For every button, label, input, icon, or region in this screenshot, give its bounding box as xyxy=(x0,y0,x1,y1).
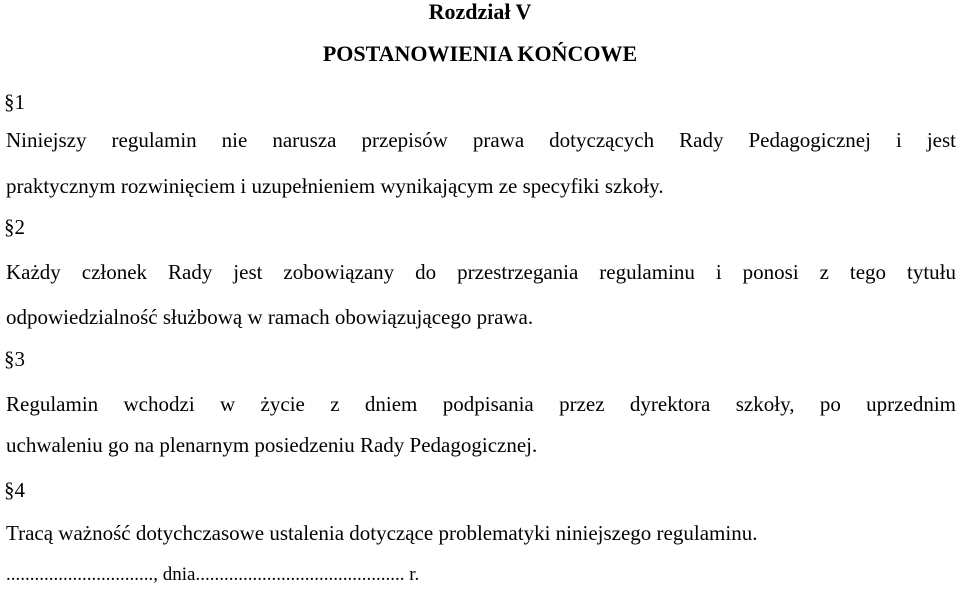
chapter-heading: Rozdział V xyxy=(428,0,532,24)
section-1-number: §1 xyxy=(4,90,25,114)
section-4-number: §4 xyxy=(4,478,25,502)
section-2-line-2: odpowiedzialność służbową w ramach obowiązującego prawa. xyxy=(6,305,534,329)
chapter-title: POSTANOWIENIA KOŃCOWE xyxy=(322,41,638,66)
signature-date-line: ..............................., dnia............................................ r. xyxy=(6,564,420,585)
section-3-line-2: uchwaleniu go na plenarnym posiedzeniu Rady Pedagogicznej. xyxy=(6,433,538,457)
section-2-number: §2 xyxy=(4,215,25,239)
section-4-line-1: Tracą ważność dotychczasowe ustalenia dotyczące problematyki niniejszego regulaminu. xyxy=(6,521,758,545)
section-2-line-1: Każdy członek Rady jest zobowiązany do przestrzegania regulaminu i ponosi z tego tytułu xyxy=(6,260,956,284)
section-3-number: §3 xyxy=(4,347,25,371)
section-3-line-1: Regulamin wchodzi w życie z dniem podpisania przez dyrektora szkoły, po uprzednim xyxy=(6,392,956,416)
section-1-line-2: praktycznym rozwinięciem i uzupełnieniem wynikającym ze specyfiki szkoły. xyxy=(6,174,664,198)
section-1-line-1: Niniejszy regulamin nie narusza przepisów prawa dotyczących Rady Pedagogicznej i jest xyxy=(6,128,956,152)
